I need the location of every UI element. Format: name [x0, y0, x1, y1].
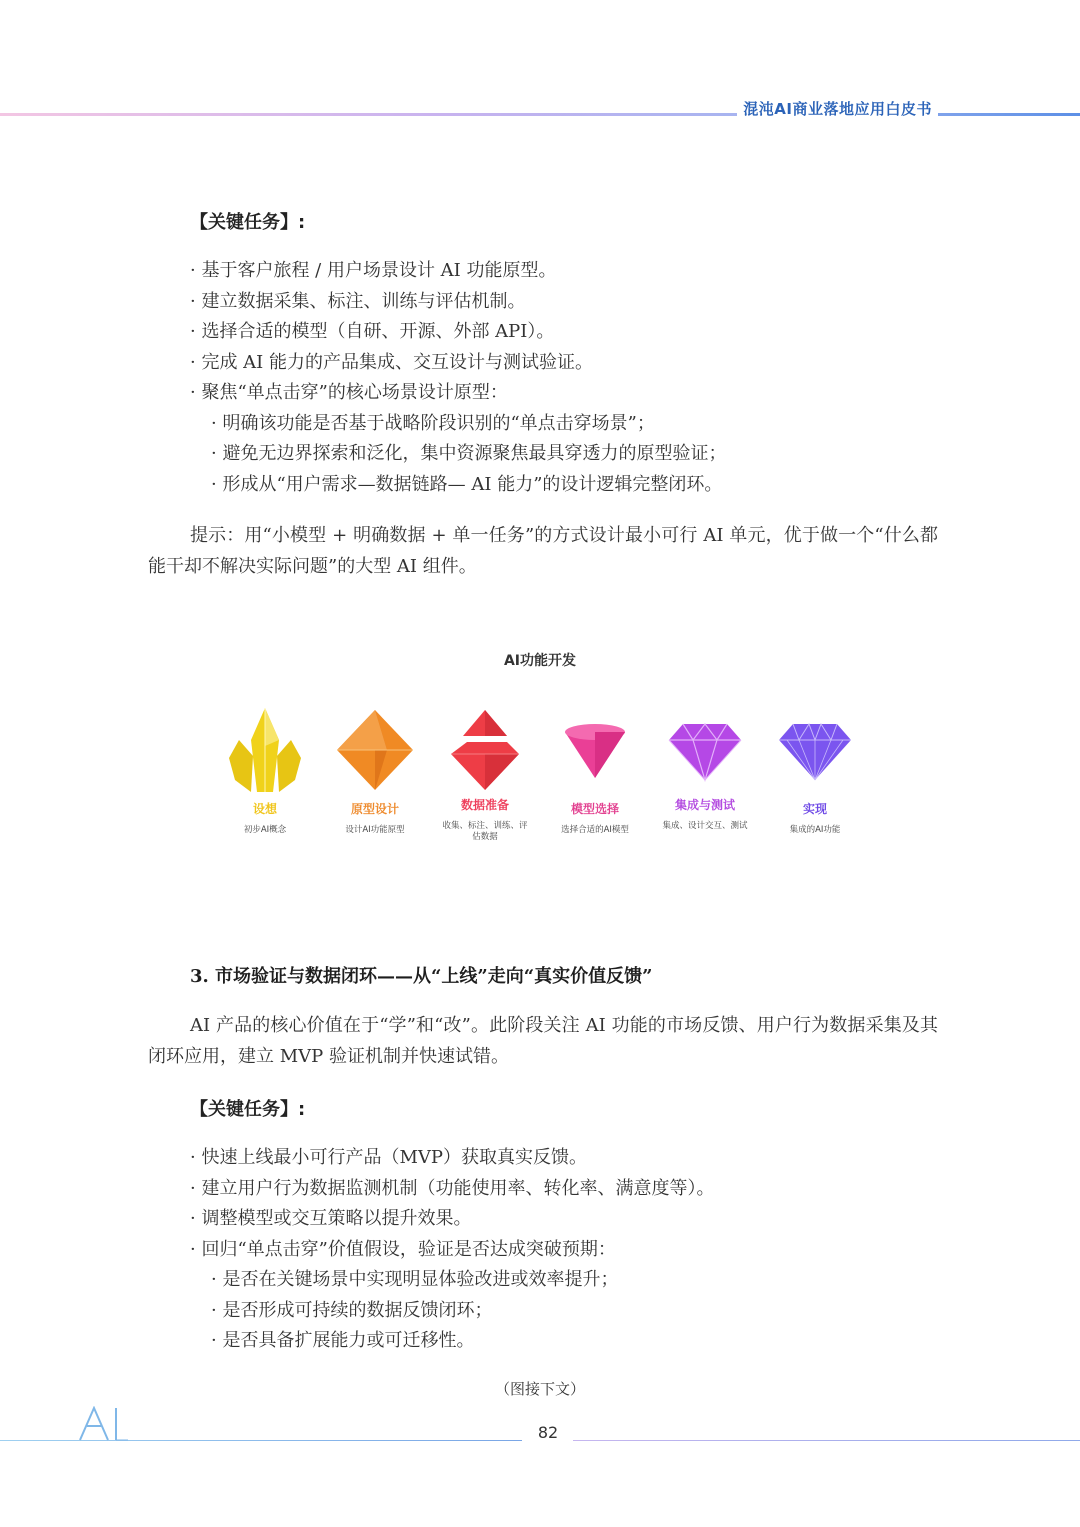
list-item: · 选择合适的模型（自研、开源、外部 API）。	[190, 321, 555, 342]
split-gem-icon	[445, 700, 525, 800]
stage-integration	[650, 700, 760, 832]
stage-label: 设想	[252, 802, 277, 816]
octahedron-icon	[335, 700, 415, 800]
list-item: · 建立用户行为数据监测机制（功能使用率、转化率、满意度等）。	[190, 1177, 715, 1199]
sub-list-item: · 明确该功能是否基于战略阶段识别的“单点击穿场景”；	[211, 412, 655, 434]
page-number: 82	[537, 1423, 559, 1442]
stage-label: 数据准备	[460, 798, 509, 812]
sub-list-item: · 是否在关键场景中实现明显体验改进或效率提升；	[211, 1269, 619, 1290]
stage-description: 初步AI概念	[243, 825, 287, 835]
list-item: · 基于客户旅程 / 用户场景设计 AI 功能原型。	[190, 260, 557, 281]
trillion-gem-icon	[555, 700, 635, 800]
stage-description: 选择合适的AI模型	[561, 825, 629, 835]
list-item: · 调整模型或交互策略以提升效果。	[190, 1208, 472, 1229]
stage-ideation	[210, 700, 320, 836]
diagram-title: AI功能开发	[503, 653, 577, 669]
section-3-heading: 3. 市场验证与数据闭环——从“上线”走向“真实价值反馈”	[190, 966, 653, 987]
list-item: · 回归“单点击穿”价值假设，验证是否达成突破预期：	[190, 1238, 616, 1260]
stage-label: 模型选择	[570, 802, 619, 816]
tip-paragraph: 提示：用“小模型 + 明确数据 + 单一任务”的方式设计最小可行 AI 单元，优于做一个“什么都能干却不解决实际问题”的大型 AI 组件。	[148, 525, 938, 577]
stage-description: 集成、设计交互、测试	[662, 821, 748, 831]
document-title: 混沌AI商业落地应用白皮书	[737, 98, 938, 119]
faceted-diamond-icon	[665, 700, 745, 800]
key-tasks-heading: 【关键任务】:	[190, 212, 306, 233]
sub-list-item: · 形成从“用户需求—数据链路— AI 能力”的设计逻辑完整闭环。	[211, 473, 723, 495]
key-tasks-list-2	[190, 1143, 714, 1357]
sub-list-item: · 是否形成可持续的数据反馈闭环；	[211, 1299, 493, 1321]
figure-continued-note: （图接下文）	[494, 1380, 585, 1398]
stage-data-prep	[430, 700, 540, 843]
ai-logo-icon	[78, 1406, 128, 1442]
stage-description: 收集、标注、训练、评估数据	[442, 821, 528, 842]
brilliant-diamond-icon	[775, 700, 855, 800]
stage-label: 实现	[802, 802, 827, 816]
list-item: · 快速上线最小可行产品（MVP）获取真实反馈。	[190, 1147, 587, 1168]
stage-prototype	[320, 700, 430, 836]
sub-list-item: · 是否具备扩展能力或可迁移性。	[211, 1330, 475, 1351]
crystal-cluster-icon	[225, 700, 305, 800]
key-tasks-list	[190, 256, 726, 500]
section-3-intro: AI 产品的核心价值在于“学”和“改”。此阶段关注 AI 功能的市场反馈、用户行为数据采集及其闭环应用，建立 MVP 验证机制并快速试错。	[148, 1015, 938, 1067]
stage-model-select	[540, 700, 650, 836]
footer-rule-right	[573, 1440, 1080, 1441]
stage-label: 集成与测试	[674, 798, 735, 812]
list-item: · 建立数据采集、标注、训练与评估机制。	[190, 290, 526, 312]
list-item: · 完成 AI 能力的产品集成、交互设计与测试验证。	[190, 351, 593, 373]
stage-description: 集成的AI功能	[789, 825, 841, 835]
stage-label: 原型设计	[350, 802, 399, 816]
sub-list-item: · 避免无边界探索和泛化，集中资源聚焦最具穿透力的原型验证；	[211, 443, 727, 464]
stage-implementation	[760, 700, 870, 836]
stage-description: 设计AI功能原型	[345, 825, 405, 835]
list-item: · 聚焦“单点击穿”的核心场景设计原型：	[190, 382, 508, 403]
key-tasks-heading-2: 【关键任务】:	[190, 1099, 306, 1120]
